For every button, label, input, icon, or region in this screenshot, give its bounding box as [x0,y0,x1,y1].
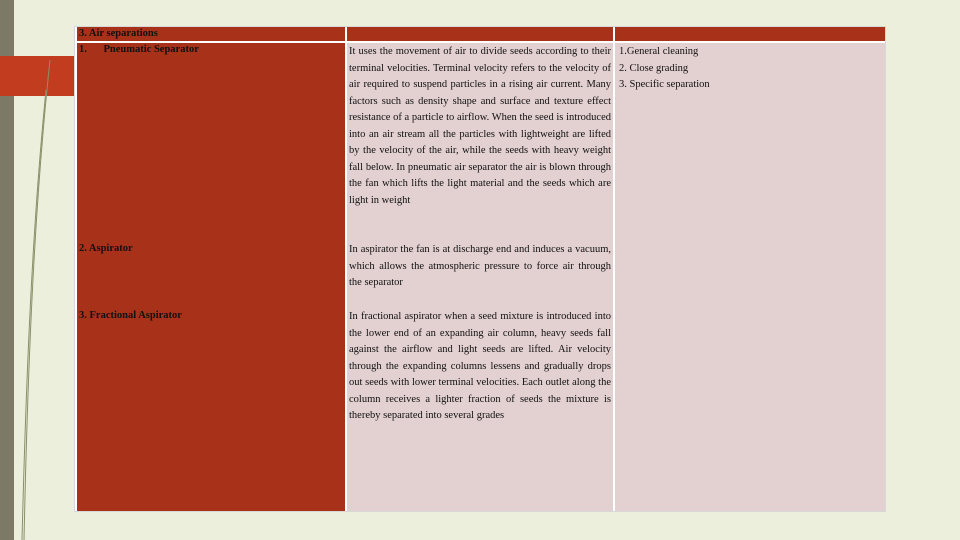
section-heading: 3. Air separations [79,28,158,39]
label-column [77,43,345,511]
fractional-aspirator-label: 3. Fractional Aspirator [79,310,182,321]
uses-list [619,44,710,94]
use-item: 2. Close grading [619,62,689,74]
fractional-aspirator-description: In fractional aspirator when a seed mixture is introduced into the lower end of an expanding air column, heavy seeds fall against the airflow and light seeds are lifted. Air velocity through the expanding columns lessens and gradually drops out seeds with lower terminal velocities. Each outlet along the column receives a lighter fraction of seeds the mixture is thereby separated into several grades [349,311,611,421]
separation-table [74,26,886,512]
use-item: 3. Specific separation [619,79,710,90]
uses-column [615,43,885,511]
header-cell-2 [347,27,613,41]
use-item: 1.General cleaning [619,46,699,57]
pneumatic-separator-label [79,44,199,55]
aspirator-description: In aspirator the fan is at discharge end and induces a vacuum, which allows the atmospheric pressure to force air through the separator [349,244,611,288]
aspirator-label: 2. Aspirator [79,243,133,254]
decorative-curve-lines [0,0,80,540]
pneumatic-text: Pneumatic Separator [103,44,199,55]
header-cell-3 [615,27,885,41]
pneumatic-number: 1. [79,44,87,55]
pneumatic-description: It uses the movement of air to divide seeds according to their terminal velocities. Terminal velocity refers to the velocity of air required to suspend particles in a rising air current. Many factors such as density shape and surface and texture effect resistance of a particle to airflow. When the seed is introduced into an air stream all the particles with lightweight are lifted by the velocity of the air, while the seeds with heavy weight fall below. In pneumatic air separator the air is blown through the fan which lifts the light material and the seeds which are light in weight [349,46,611,206]
